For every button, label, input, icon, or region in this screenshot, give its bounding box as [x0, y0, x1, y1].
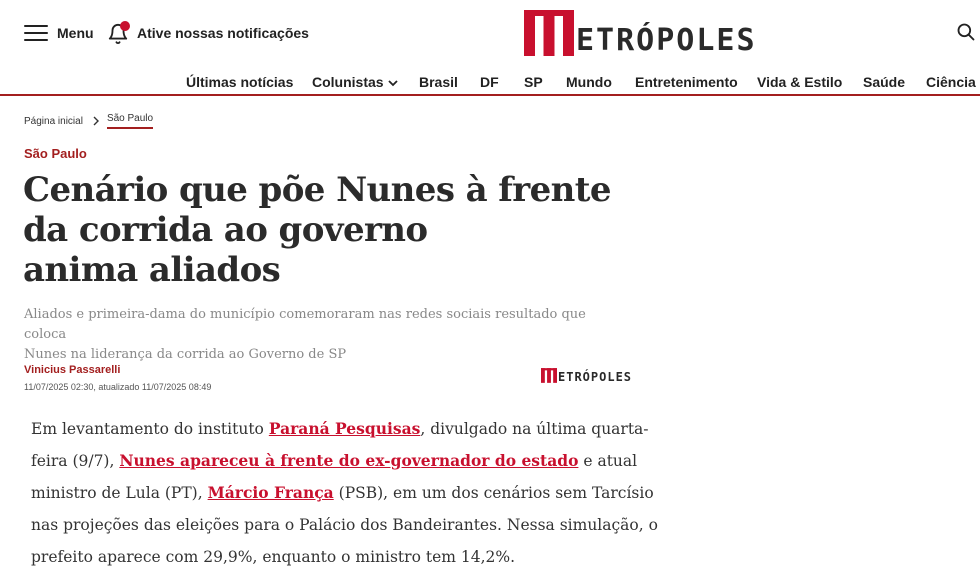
headline-line: da corrida ao governo [23, 210, 428, 250]
notifications-button[interactable] [107, 21, 309, 45]
chevron-down-icon [388, 79, 398, 87]
nav-item-saude[interactable]: Saúde [863, 74, 906, 90]
metropoles-logo[interactable] [524, 8, 757, 56]
notification-dot [120, 21, 130, 31]
menu-button[interactable] [24, 24, 94, 42]
search-icon[interactable] [956, 22, 978, 44]
headline-line: anima aliados [23, 250, 281, 290]
logo-m-icon [541, 368, 557, 383]
nav-item-vida-estilo[interactable]: Vida & Estilo [757, 74, 843, 90]
link-marcio-franca[interactable]: Márcio França [207, 483, 334, 502]
metropoles-mini-logo [541, 368, 632, 383]
hamburger-icon[interactable] [24, 24, 48, 42]
nav-item-df[interactable]: DF [480, 74, 499, 90]
nav-item-colunistas[interactable] [312, 74, 398, 90]
breadcrumb [24, 113, 153, 129]
body-text: e atual ministro de Lula (PT), [31, 452, 638, 502]
section-label[interactable]: São Paulo [24, 146, 87, 161]
nav-item-entretenimento[interactable]: Entretenimento [635, 74, 738, 90]
logo-m-icon [524, 10, 574, 56]
subtitle-line: Aliados e primeira-dama do município comemoraram nas redes sociais resultado que coloca [24, 307, 586, 342]
nav-item-label: Colunistas [312, 74, 384, 90]
nav-item-sp[interactable]: SP [524, 74, 543, 90]
article-date: 11/07/2025 02:30, atualizado 11/07/2025 08:49 [24, 382, 212, 392]
breadcrumb-current[interactable]: São Paulo [107, 113, 153, 129]
link-parana-pesquisas[interactable]: Paraná Pesquisas [268, 419, 421, 438]
notifications-label: Ative nossas notificações [137, 25, 309, 41]
body-text: (PSB), em um dos cenários sem Tarcísio nas projeções das eleições para o Palácio dos Bandeirantes. Nessa simulação, o prefeito aparece com 29,9%, enquanto o ministro tem 14,2%. [31, 484, 658, 566]
main-nav [0, 66, 980, 96]
article-body-paragraph [31, 413, 661, 573]
article-author[interactable]: Vinicius Passarelli [24, 364, 121, 376]
top-bar [0, 0, 980, 66]
subtitle-line: Nunes na liderança da corrida ao Governo de SP [24, 347, 347, 362]
article-headline [23, 170, 643, 290]
logo-text: ETRÓPOLES [576, 23, 757, 58]
headline-line: Cenário que põe Nunes à frente [23, 170, 611, 210]
body-text: , divulgado na última quarta-feira (9/7), [31, 420, 649, 470]
link-nunes-a-frente[interactable]: Nunes apareceu à frente do ex-governador do estado [119, 451, 579, 470]
nav-item-ultimas-noticias[interactable]: Últimas notícias [186, 74, 294, 90]
body-text: Em levantamento do instituto [31, 420, 269, 438]
mini-logo-text: ETRÓPOLES [558, 370, 633, 384]
nav-item-mundo[interactable]: Mundo [566, 74, 612, 90]
nav-item-ciencia[interactable]: Ciência [926, 74, 976, 90]
nav-item-brasil[interactable]: Brasil [419, 74, 458, 90]
chevron-right-icon [93, 116, 99, 126]
menu-label: Menu [57, 25, 94, 41]
article-subtitle [24, 305, 614, 365]
bell-icon [107, 21, 131, 45]
breadcrumb-home[interactable]: Página inicial [24, 115, 83, 127]
